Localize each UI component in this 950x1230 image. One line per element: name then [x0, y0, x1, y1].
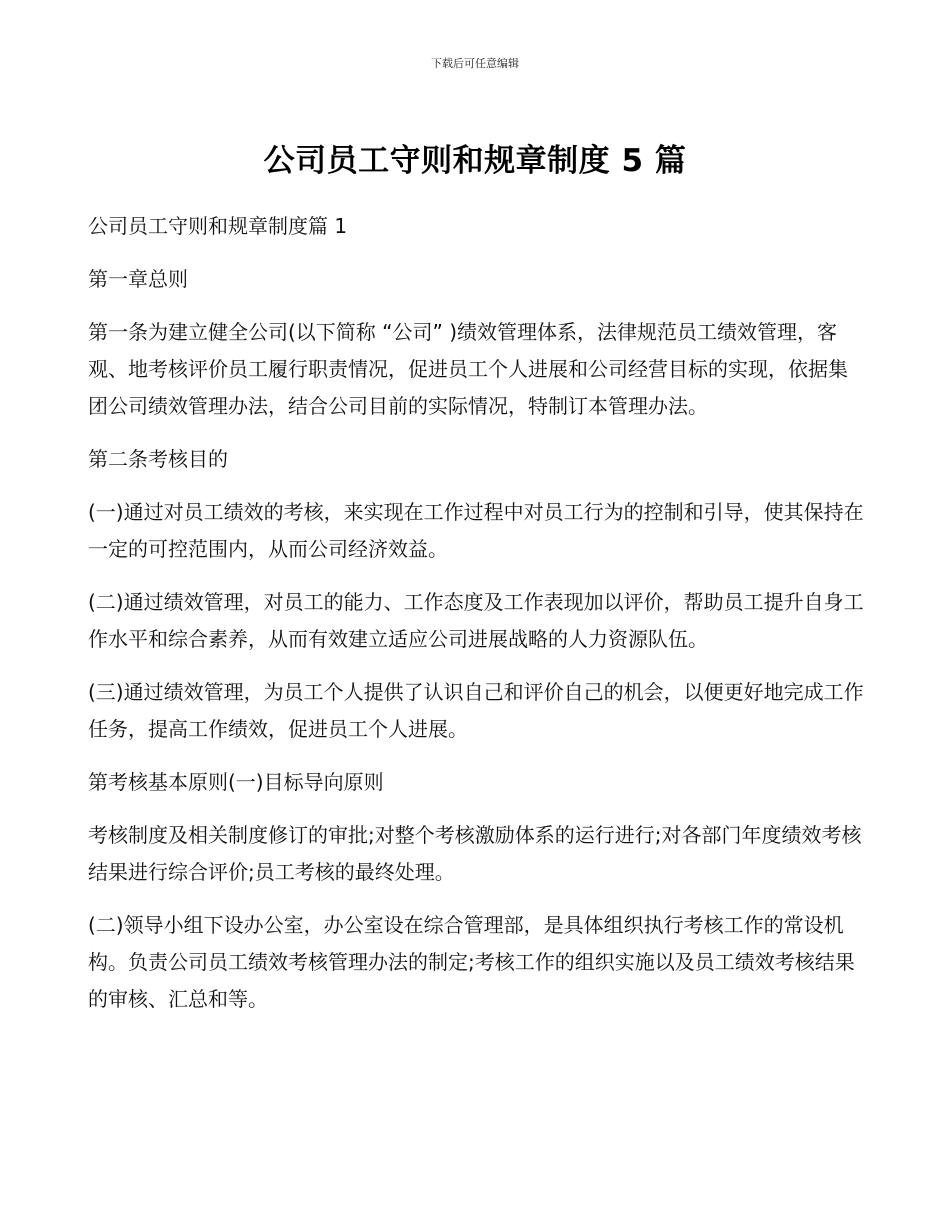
body-paragraph: 第一条为建立健全公司(以下简称 “公司” )绩效管理体系，法律规范员工绩效管理，客观、地考核评价员工履行职责情况，促进员工个人进展和公司经营目标的实现，依据集团公司绩效管理办法，结合公司目前的实际情况，特制订本管理办法。: [88, 320, 848, 418]
body-paragraph: (一)通过对员工绩效的考核，来实现在工作过程中对员工行为的控制和引导，使其保持在一定的可控范围内，从而公司经济效益。: [88, 500, 864, 561]
body-paragraph: (二)通过绩效管理，对员工的能力、工作态度及工作表现加以评价，帮助员工提升自身工作水平和综合素养，从而有效建立适应公司进展战略的人力资源队伍。: [88, 590, 864, 651]
chapter-heading: 第一章总则: [88, 267, 188, 291]
document-title: 公司员工守则和规章制度 5 篇: [263, 143, 687, 179]
article-heading: 第考核基本原则(一)目标导向原则: [88, 770, 384, 794]
body-paragraph: (二)领导小组下设办公室，办公室设在综合管理部，是具体组织执行考核工作的常设机构。负责公司员工绩效考核管理办法的制定;考核工作的组织实施以及员工绩效考核结果的审核、汇总和等。: [88, 913, 855, 1011]
header-note: 下载后可任意编辑: [431, 57, 519, 70]
body-paragraph: (三)通过绩效管理，为员工个人提供了认识自己和评价自己的机会，以便更好地完成工作任务，提高工作绩效，促进员工个人进展。: [88, 680, 864, 741]
section-heading: 公司员工守则和规章制度篇 1: [88, 214, 348, 238]
body-paragraph: 考核制度及相关制度修订的审批;对整个考核激励体系的运行进行;对各部门年度绩效考核结果进行综合评价;员工考核的最终处理。: [88, 823, 862, 884]
document-body: [88, 208, 864, 1034]
article-heading: 第二条考核目的: [88, 447, 228, 471]
